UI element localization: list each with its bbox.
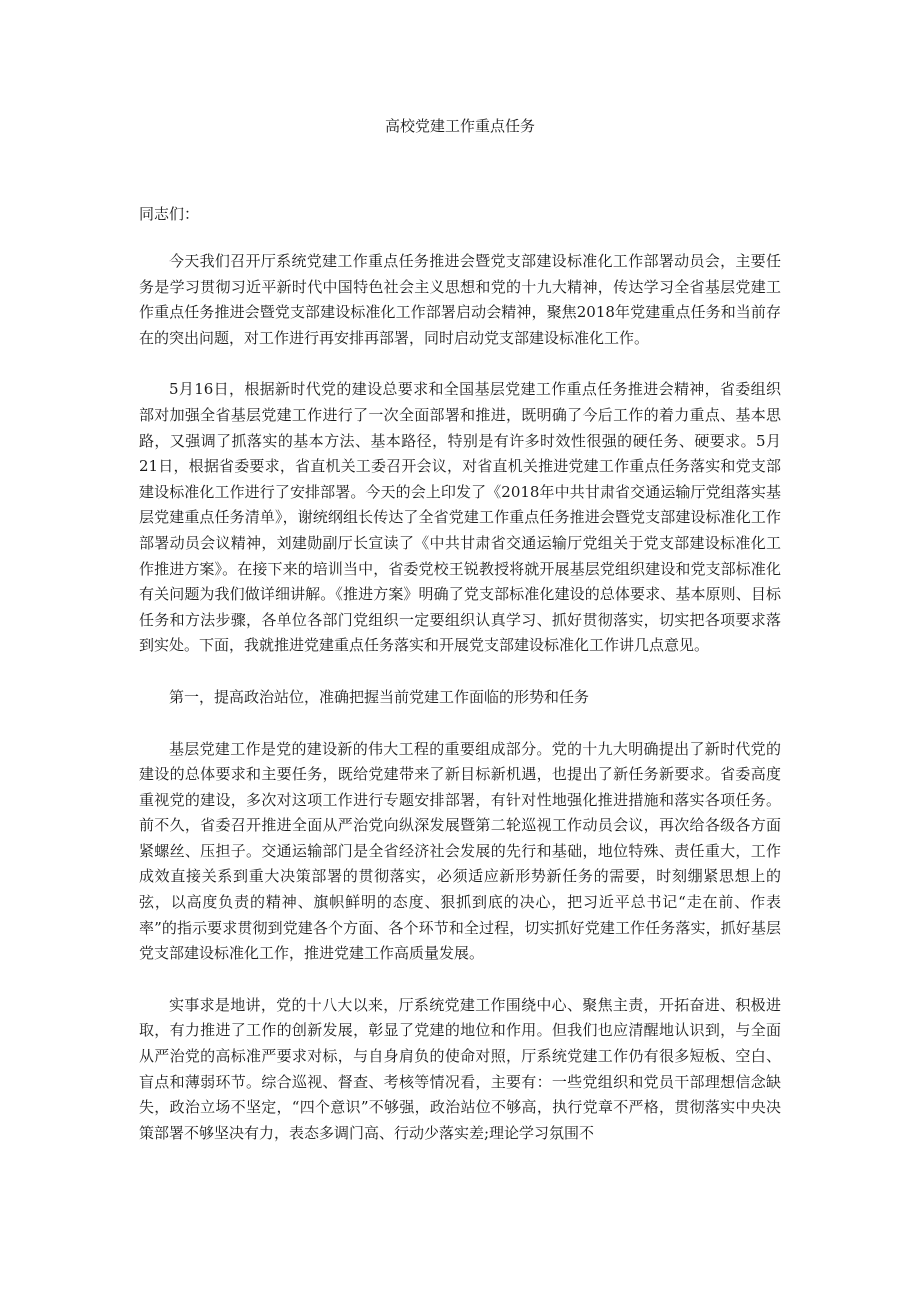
document-body	[139, 223, 781, 1146]
paragraph-importance: 基层党建工作是党的建设新的伟大工程的重要组成部分。党的十九大明确提出了新时代党的建设的总体要求和主要任务，既给党建带来了新目标新机遇，也提出了新任务新要求。省委高度重视党的建设，多次对这项工作进行专题安排部署，有针对性地强化推进措施和落实各项任务。前不久，省委召开推进全面从严治党向纵深发展暨第二轮巡视工作动员会议，再次给各级各方面紧螺丝、压担子。交通运输部门是全省经济社会发展的先行和基础，地位特殊、责任重大，工作成效直接关系到重大决策部署的贯彻落实，必须适应新形势新任务的需要，时刻绷紧思想上的弦，以高度负责的精神、旗帜鲜明的态度、狠抓到底的决心，把习近平总书记“走在前、作表率”的指示要求贯彻到党建各个方面、各个环节和全过程，切实抓好党建工作任务落实，抓好基层党支部建设标准化工作，推进党建工作高质量发展。	[139, 739, 781, 963]
paragraph-spacer	[139, 659, 781, 685]
paragraph-problems: 实事求是地讲，党的十八大以来，厅系统党建工作围绕中心、聚焦主责，开拓奋进、积极进取，有力推进了工作的创新发展，彰显了党建的地位和作用。但我们也应清醒地认识到，与全面从严治党的高标准严要求对标，与自身肩负的使命对照，厅系统党建工作仍有很多短板、空白、盲点和薄弱环节。综合巡视、督查、考核等情况看，主要有：一些党组织和党员干部理想信念缺失，政治立场不坚定，“四个意识”不够强，政治站位不够高，执行党章不严格，贯彻落实中央决策部署不够坚决有力，表态多调门高、行动少落实差;理论学习氛围不	[139, 995, 781, 1142]
paragraph-spacer	[139, 711, 781, 737]
paragraph-background: 5月16日，根据新时代党的建设总要求和全国基层党建工作重点任务推进会精神，省委组织部对加强全省基层党建工作进行了一次全面部署和推进，既明确了今后工作的着力重点、基本思路，又强调了抓落实的基本方法、基本路径，特别是有许多时效性很强的硬任务、硬要求。5月21日，根据省委要求，省直机关工委召开会议，对省直机关推进党建工作重点任务落实和党支部建设标准化工作进行了安排部署。今天的会上印发了《2018年中共甘肃省交通运输厅党组落实基层党建重点任务清单》，谢统纲组长传达了全省党建工作重点任务推进会暨党支部建设标准化工作部署动员会议精神，刘建勋副厅长宣读了《中共甘肃省交通运输厅党组关于党支部建设标准化工作推进方案》。在接下来的培训当中，省委党校王锐教授将就开展基层党组织建设和党支部标准化有关问题为我们做详细讲解。《推进方案》明确了党支部标准化建设的总体要求、基本原则、目标任务和方法步骤，各单位各部门党组织一定要组织认真学习、抓好贯彻落实，切实把各项要求落到实处。下面，我就推进党建重点任务落实和开展党支部建设标准化工作讲几点意见。	[139, 380, 781, 655]
section-heading-first: 第一，提高政治站位，准确把握当前党建工作面临的形势和任务	[169, 687, 590, 706]
paragraph-intro: 今天我们召开厅系统党建工作重点任务推进会暨党支部建设标准化工作部署动员会，主要任务是学习贯彻习近平新时代中国特色社会主义思想和党的十九大精神，传达学习全省基层党建工作重点任务推进会暨党支部建设标准化工作部署启动会精神，聚焦2018年党建重点任务和当前存在的突出问题，对工作进行再安排再部署，同时启动党支部建设标准化工作。	[139, 252, 781, 347]
document-title: 高校党建工作重点任务	[384, 117, 535, 135]
paragraph-spacer	[139, 351, 781, 377]
paragraph-spacer	[139, 223, 781, 249]
paragraph-spacer	[139, 967, 781, 993]
salutation: 同志们：	[139, 205, 200, 223]
